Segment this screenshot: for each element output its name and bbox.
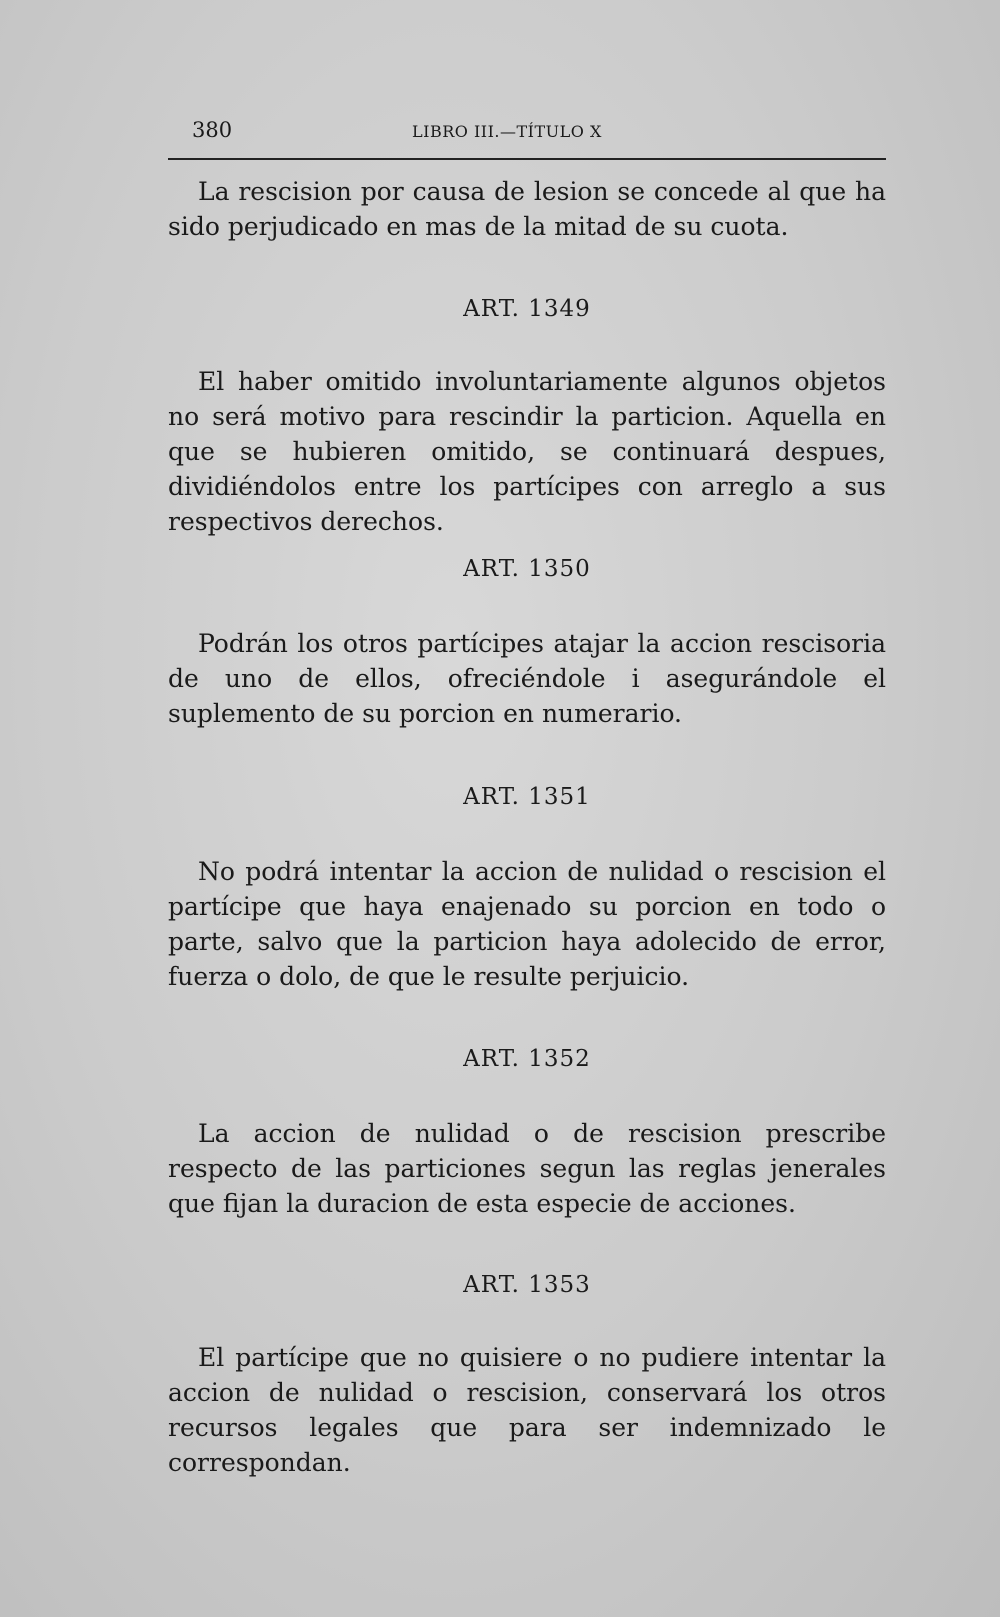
page-header (168, 112, 886, 160)
article-text: Podrán los otros partícipes atajar la accion rescisoria de uno de ellos, ofreciéndole i asegurándole el suplemento de su porcion en numerario. (168, 629, 886, 728)
article-heading: ART. 1350 (463, 556, 591, 582)
article-heading: ART. 1349 (463, 296, 591, 322)
article-text: No podrá intentar la accion de nulidad o rescision el partícipe que haya enajenado su porcion en todo o parte, salvo que la particion haya adolecido de error, fuerza o dolo, de que le resulte perjuicio. (168, 857, 886, 991)
article-heading: ART. 1351 (463, 784, 591, 810)
article-heading: ART. 1352 (463, 1046, 591, 1072)
page-number: 380 (192, 118, 233, 142)
article-text: El haber omitido involuntariamente algunos objetos no será motivo para rescindir la particion. Aquella en que se hubieren omitido, se continuará despues, dividiéndolos entre los partícipes con arreglo a sus respectivos derechos. (168, 367, 886, 536)
article-text: La accion de nulidad o de rescision prescribe respecto de las particiones segun las reglas jenerales que fijan la duracion de esta especie de acciones. (168, 1119, 886, 1218)
running-head: LIBRO III.—TÍTULO X (412, 122, 602, 141)
article-heading: ART. 1353 (463, 1272, 591, 1298)
intro-paragraph: La rescision por causa de lesion se concede al que ha sido perjudicado en mas de la mitad de su cuota. (168, 177, 886, 241)
article-text: El partícipe que no quisiere o no pudiere intentar la accion de nulidad o rescision, conservará los otros recursos legales que para ser indemnizado le correspondan. (168, 1343, 886, 1477)
